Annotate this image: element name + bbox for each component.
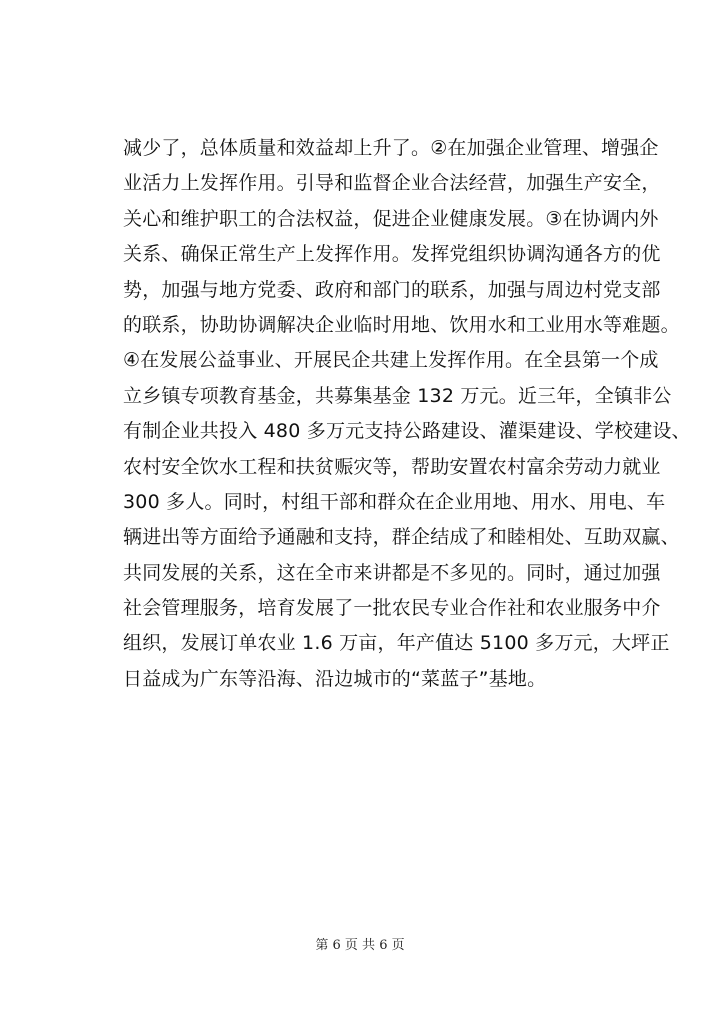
text-line: 社会管理服务，培育发展了一批农民专业合作社和农业服务中介 [123, 597, 661, 620]
text-line: 组织，发展订单农业 1.6 万亩，年产值达 5100 多万元，大坪正 [123, 632, 670, 655]
text-line: 业活力上发挥作用。引导和监督企业合法经营，加强生产安全， [123, 172, 661, 195]
text-line: 关心和维护职工的合法权益，促进企业健康发展。③在协调内外 [123, 207, 659, 230]
text-line: 势，加强与地方党委、政府和部门的联系，加强与周边村党支部 [123, 278, 661, 301]
text-line: ④在发展公益事业、开展民企共建上发挥作用。在全县第一个成 [123, 349, 659, 372]
text-line: 辆进出等方面给予通融和支持，群企结成了和睦相处、互助双赢、 [123, 526, 680, 549]
text-line: 共同发展的关系，这在全市来讲都是不多见的。同时，通过加强 [123, 561, 661, 584]
text-line: 的联系，协助协调解决企业临时用地、饮用水和工业用水等难题。 [123, 313, 680, 336]
text-line: 日益成为广东等沿海、沿边城市的“菜蓝子”基地。 [123, 667, 547, 690]
page-number-label: 第 6 页 共 6 页 [315, 938, 405, 953]
text-line: 有制企业共投入 480 多万元支持公路建设、灌渠建设、学校建设、 [123, 420, 691, 443]
page-footer [0, 937, 720, 955]
body-paragraph [123, 131, 691, 697]
text-line: 立乡镇专项教育基金，共募集基金 132 万元。近三年，全镇非公 [123, 384, 672, 407]
text-line: 减少了，总体质量和效益却上升了。②在加强企业管理、增强企 [123, 137, 659, 159]
text-line: 300 多人。同时，村组干部和群众在企业用地、用水、用电、车 [123, 490, 666, 513]
text-line: 农村安全饮水工程和扶贫赈灾等，帮助安置农村富余劳动力就业 [123, 455, 661, 478]
text-line: 关系、确保正常生产上发挥作用。发挥党组织协调沟通各方的优 [123, 243, 661, 266]
